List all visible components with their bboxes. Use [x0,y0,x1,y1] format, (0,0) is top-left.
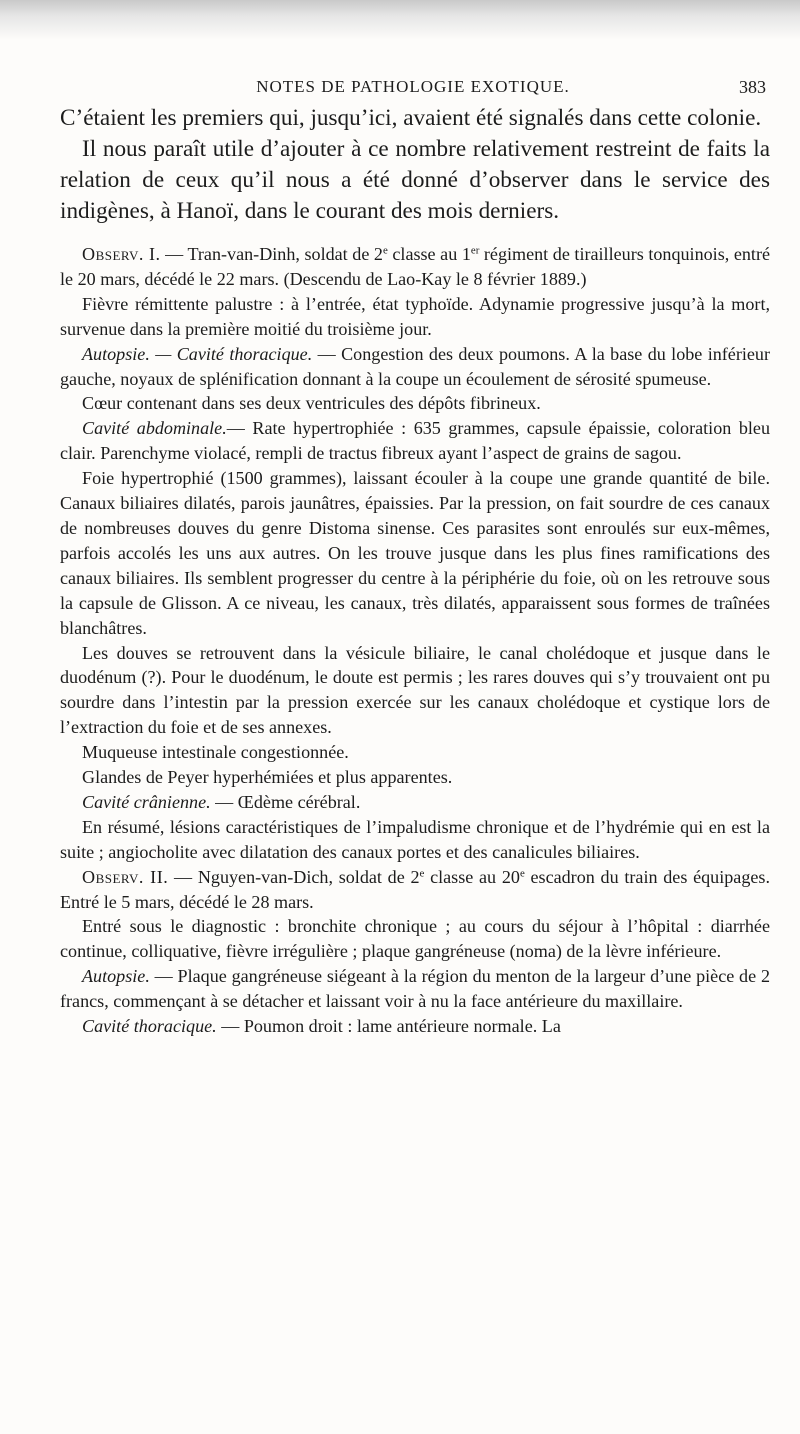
autopsy-paragraph [60,342,770,392]
page-header [60,72,766,102]
scan-shadow [0,0,800,40]
flukes-paragraph: Les douves se retrouvent dans la vésicule biliaire, le canal cholédoque et jusque dans le duodénum (?). Pour le duodénum, le doute est permis ; les rares douves qui s’y trouvaient ont pu sourdre dans l’intestin par la pression exercée sur les canaux cholédoque et cystique lors de l’extraction du foie et de ses annexes. [60,642,770,738]
running-title: NOTES DE PATHOLOGIE EXOTIQUE. [256,77,570,96]
observation-2-heading: Observ. II. [82,866,169,887]
abdomen-text: — Rate hypertrophiée : 635 grammes, capsule épaissie, coloration bleu clair. Parenchyme violacé, rempli de tractus fibreux ayant l’aspect de grains de sagou. [60,418,770,464]
superscript: e [419,867,425,880]
peyer-paragraph: Glandes de Peyer hyperhémiées et plus apparentes. [82,767,453,788]
autopsy-text: — Congestion des deux poumons. A la base du lobe inférieur gauche, noyaux de splénification donnant à la coupe un écoulement de sérosité spumeuse. [60,343,770,389]
liver-paragraph: Foie hypertrophié (1500 grammes), laissant écouler à la coupe une grande quantité de bile. Canaux biliaires dilatés, parois jaunâtres, épaissies. Par la pression, on fait sourdre de ces canaux de nombreuses douves du genre Distoma sinense. Ces parasites sont enroulés sur eux-mêmes, parfois accolés les uns aux autres. On les trouve jusque dans les plus fines ramifications des canaux biliaires. Ils semblent progresser du centre à la périphérie du foie, où on les retrouve sous la capsule de Glisson. A ce niveau, les canaux, très dilatés, apparaissent sous formes de traînées blanchâtres. [60,468,770,638]
body-text [60,103,770,1039]
mucosa-paragraph: Muqueuse intestinale congestionnée. [82,742,349,763]
observation-2-mid-text: classe au 20 [424,866,520,887]
observation-1-tail-text: régiment de tirailleurs tonquinois, entré le 20 mars, décédé le 22 mars. (Descendu de Lao-Kay le 8 février 1889.) [60,244,770,289]
observation-2-tail-text: escadron du train des équipages. Entré le 5 mars, décédé le 28 mars. [60,866,770,912]
observation-2-header [60,865,770,915]
observation-1-heading: Observ. I. [82,244,161,264]
autopsy-2-text: — Plaque gangréneuse siégeant à la région du menton de la largeur d’une pièce de 2 francs, commençant à se détacher et laissant voir à nu la face antérieure du maxillaire. [60,966,770,1012]
superscript: e [519,867,525,880]
abdomen-paragraph [60,416,770,466]
diagnosis-paragraph: Entré sous le diagnostic : bronchite chronique ; au cours du séjour à l’hôpital : diarrhée continue, colliquative, fièvre irrégulière ; plaque gangréneuse (noma) de la lèvre inférieure. [60,916,770,962]
intro-paragraph-1: C’étaient les premiers qui, jusqu’ici, avaient été signalés dans cette colonie. [60,105,762,131]
autopsy-2-label: Autopsie. [82,966,150,987]
page-number: 383 [739,77,766,97]
autopsy-label: Autopsie. — Cavité thoracique. [82,343,313,364]
thorax-text: — Poumon droit : lame antérieure normale. La [216,1016,561,1037]
observation-2-header-text: — Nguyen-van-Dich, soldat de 2 [168,866,420,887]
abdomen-label: Cavité abdominale. [82,418,227,439]
fever-paragraph: Fièvre rémittente palustre : à l’entrée, état typhoïde. Adynamie progressive jusqu’à la mort, survenue dans la première moitié du troisième jour. [60,293,770,339]
superscript: e [382,244,388,257]
observation-1-mid-text: classe au 1 [387,244,471,264]
cranial-label: Cavité crânienne. [82,791,211,812]
thorax-label: Cavité thoracique. [82,1016,217,1037]
thorax-paragraph [60,1014,770,1039]
observation-1-header [60,242,770,292]
cranial-paragraph [60,790,770,815]
cranial-text: — Œdème cérébral. [210,791,361,812]
summary-paragraph: En résumé, lésions caractéristiques de l’impaludisme chronique et de l’hydrémie qui en est la suite ; angiocholite avec dilatation des canaux portes et des canalicules biliaires. [60,816,770,862]
intro-paragraph-2: Il nous paraît utile d’ajouter à ce nombre relativement restreint de faits la relation de ceux qu’il nous a été donné d’observer dans le service des indigènes, à Hanoï, dans le courant des mois derniers. [60,136,770,224]
observation-1-header-text: — Tran-van-Dinh, soldat de 2 [160,244,383,264]
heart-paragraph: Cœur contenant dans ses deux ventricules des dépôts fibrineux. [82,393,541,414]
autopsy-2-paragraph [60,964,770,1014]
superscript: er [470,244,480,257]
